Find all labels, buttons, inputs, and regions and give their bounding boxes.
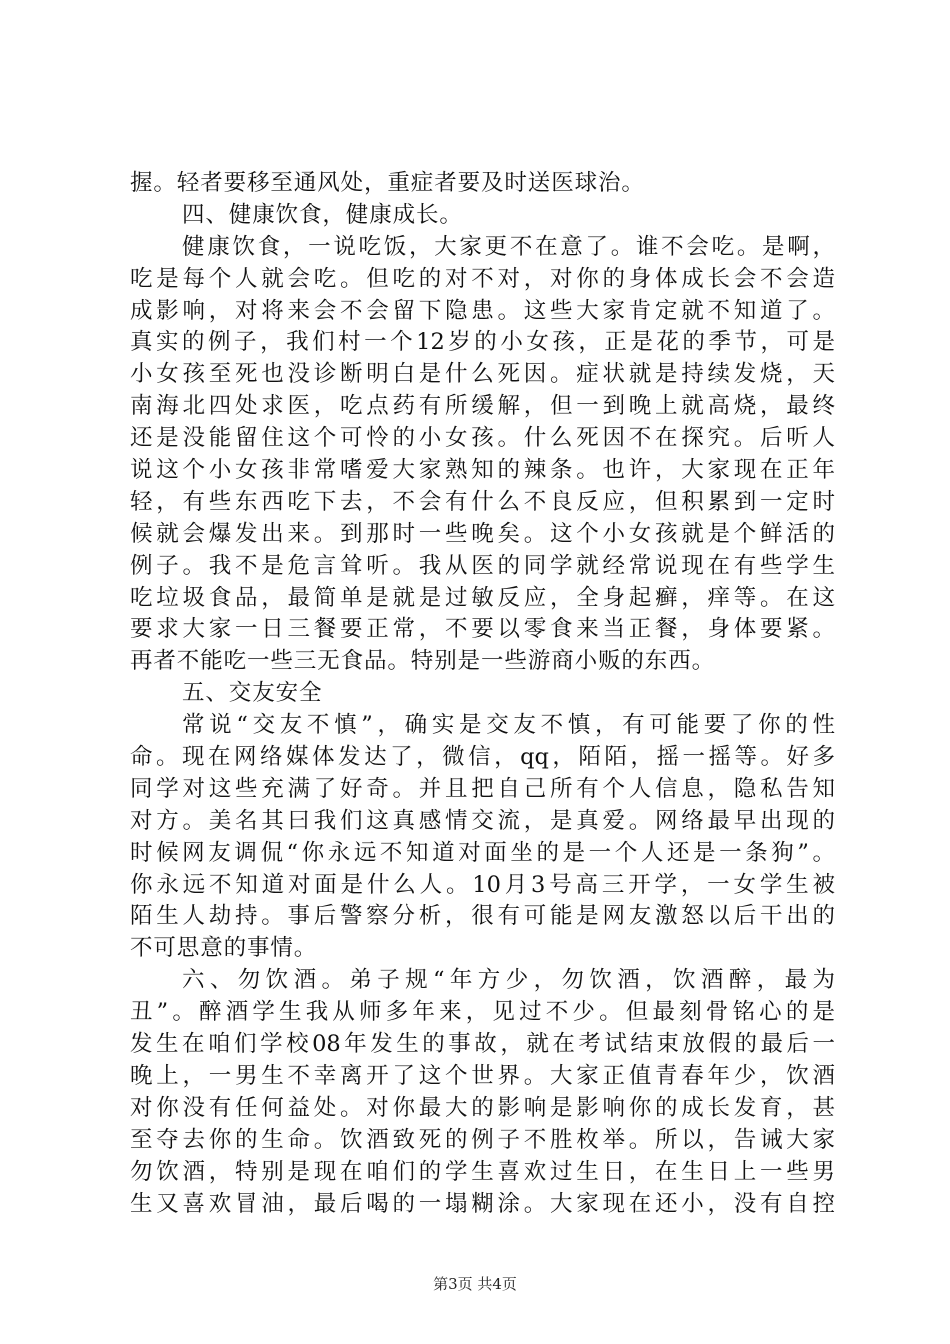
text-line: 对你没有任何益处。对你最大的影响是影响你的成长发育，甚 xyxy=(130,1094,835,1121)
body-text xyxy=(130,168,835,1220)
text-line: 常说“交友不慎”，确实是交友不慎，有可能要了你的性 xyxy=(182,712,835,739)
text-line: 再者不能吃一些三无食品。特别是一些游商小贩的东西。 xyxy=(130,648,716,675)
text-line: 晚上，一男生不幸离开了这个世界。大家正值青春年少，饮酒 xyxy=(130,1062,835,1089)
text-line: 四、健康饮食，健康成长。 xyxy=(182,201,463,228)
text-line: 候就会爆发出来。到那时一些晚矣。这个小女孩就是个鲜活的 xyxy=(130,520,835,547)
text-line: 陌生人劫持。事后警察分析，很有可能是网友激怒以后干出的 xyxy=(130,903,835,930)
text-line: 说这个小女孩非常嗜爱大家熟知的辣条。也许，大家现在正年 xyxy=(130,457,835,484)
text-line: 要求大家一日三餐要正常，不要以零食来当正餐，身体要紧。 xyxy=(130,616,835,643)
text-line: 小女孩至死也没诊断明白是什么死因。症状就是持续发烧，天 xyxy=(130,361,835,388)
text-line: 对方。美名其曰我们这真感情交流，是真爱。网络最早出现的 xyxy=(130,807,835,834)
text-line: 真实的例子，我们村一个12岁的小女孩，正是花的季节，可是 xyxy=(130,329,835,356)
text-line: 至夺去你的生命。饮酒致死的例子不胜枚举。所以，告诫大家 xyxy=(130,1126,835,1153)
text-line: 轻，有些东西吃下去，不会有什么不良反应，但积累到一定时 xyxy=(130,488,835,515)
text-line: 还是没能留住这个可怜的小女孩。什么死因不在探究。后听人 xyxy=(130,425,835,452)
text-line: 五、交友安全 xyxy=(182,680,323,707)
text-line: 例子。我不是危言耸听。我从医的同学就经常说现在有些学生 xyxy=(130,552,835,579)
text-line: 不可思意的事情。 xyxy=(130,935,318,962)
text-line: 健康饮食，一说吃饭，大家更不在意了。谁不会吃。是啊， xyxy=(182,233,835,260)
text-line: 成影响，对将来会不会留下隐患。这些大家肯定就不知道了。 xyxy=(130,297,835,324)
text-line: 吃垃圾食品，最简单是就是过敏反应，全身起癣，痒等。在这 xyxy=(130,584,835,611)
text-line: 同学对这些充满了好奇。并且把自己所有个人信息，隐私告知 xyxy=(130,775,835,802)
text-line: 命。现在网络媒体发达了，微信，qq，陌陌，摇一摇等。好多 xyxy=(130,744,835,771)
text-line: 吃是每个人就会吃。但吃的对不对，对你的身体成长会不会造 xyxy=(130,265,835,292)
text-line: 六、勿饮酒。弟子规“年方少，勿饮酒，饮酒醉，最为 xyxy=(182,967,835,994)
text-line: 握。轻者要移至通风处，重症者要及时送医球治。 xyxy=(130,170,645,196)
text-line: 时候网友调侃“你永远不知道对面坐的是一个人还是一条狗”。 xyxy=(130,839,835,866)
text-line: 发生在咱们学校08年发生的事故，就在考试结束放假的最后一 xyxy=(130,1031,835,1058)
text-line: 生又喜欢冒油，最后喝的一塌糊涂。大家现在还小，没有自控 xyxy=(130,1190,835,1217)
text-line: 南海北四处求医，吃点药有所缓解，但一到晚上就高烧，最终 xyxy=(130,393,835,420)
page-footer: 第3页 共4页 xyxy=(433,1275,517,1293)
text-line: 勿饮酒，特别是现在咱们的学生喜欢过生日，在生日上一些男 xyxy=(130,1158,835,1185)
text-line: 你永远不知道对面是什么人。10月3号高三开学，一女学生被 xyxy=(130,871,835,898)
text-line: 丑”。醉酒学生我从师多年来，见过不少。但最刻骨铭心的是 xyxy=(130,999,835,1026)
